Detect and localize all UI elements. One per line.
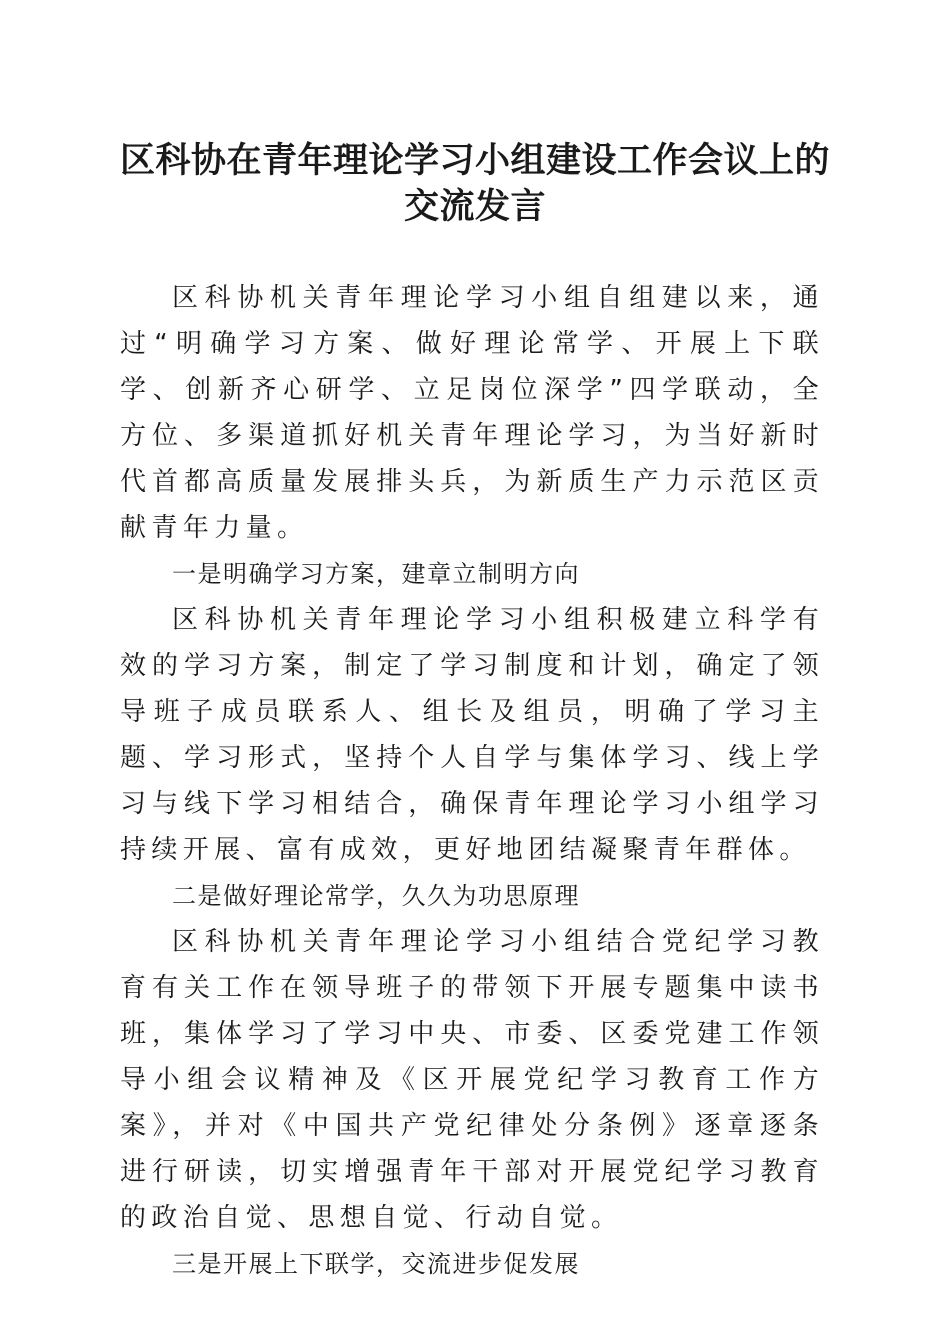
section1-paragraph: 区科协机关青年理论学习小组积极建立科学有效的学习方案，制定了学习制度和计划，确定了领导班子成员联系人、组长及组员，明确了学习主题、学习形式，坚持个人自学与集体学习、线上学习与线下学习相结合，确保青年理论学习小组学习持续开展、富有成效，更好地团结凝聚青年群体。 [120,605,824,865]
document-title-line1: 区科协在青年理论学习小组建设工作会议上的 [119,140,830,181]
intro-paragraph: 区科协机关青年理论学习小组自组建以来，通过“明确学习方案、做好理论常学、开展上下联学、创新齐心研学、立足岗位深学”四学联动，全方位、多渠道抓好机关青年理论学习，为当好新时代首都高质量发展排头兵，为新质生产力示范区贡献青年力量。 [120,283,824,543]
document-body [120,275,824,1287]
section3-heading: 三是开展上下联学，交流进步促发展 [172,1250,580,1278]
section2-heading: 二是做好理论常学，久久为功思原理 [172,882,580,910]
section1-heading: 一是明确学习方案，建章立制明方向 [172,560,580,588]
section2-paragraph: 区科协机关青年理论学习小组结合党纪学习教育有关工作在领导班子的带领下开展专题集中读书班，集体学习了学习中央、市委、区委党建工作领导小组会议精神及《区开展党纪学习教育工作方案》，并对《中国共产党纪律处分条例》逐章逐条进行研读，切实增强青年干部对开展党纪学习教育的政治自觉、思想自觉、行动自觉。 [120,927,824,1233]
document-title-line2: 交流发言 [403,186,546,227]
